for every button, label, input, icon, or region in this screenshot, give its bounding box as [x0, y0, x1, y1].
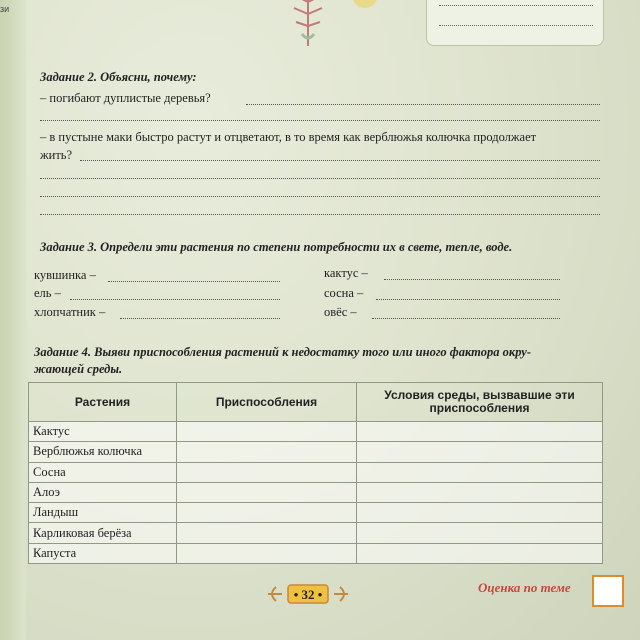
condition-cell[interactable]	[357, 503, 603, 523]
task2-question1: – погибают дуплистые деревья?	[40, 91, 211, 105]
answer-line	[439, 5, 593, 6]
plant-label: ель –	[34, 286, 61, 300]
leaf-ornament-icon	[288, 0, 328, 46]
column-header-conditions: Условия среды, вызвавшие эти приспособления	[357, 383, 603, 422]
plant-name-cell: Капуста	[29, 543, 177, 563]
condition-cell[interactable]	[357, 523, 603, 543]
plant-label: овёс –	[324, 305, 357, 319]
condition-cell[interactable]	[357, 482, 603, 502]
task3-heading: Задание 3. Определи эти растения по степени потребности их в свете, тепле, воде.	[40, 240, 513, 254]
column-header-adaptations: Приспособления	[177, 383, 357, 422]
adaptation-cell[interactable]	[177, 523, 357, 543]
topic-score-label: Оценка по теме	[478, 580, 571, 595]
left-decoration	[0, 0, 26, 640]
table-row	[29, 523, 603, 543]
task2-heading: Задание 2. Объясни, почему:	[40, 70, 197, 84]
adaptation-cell[interactable]	[177, 422, 357, 442]
plant-name-cell: Алоэ	[29, 482, 177, 502]
answer-line	[70, 299, 280, 300]
margin-fragment: зи	[0, 4, 10, 14]
adaptation-cell[interactable]	[177, 503, 357, 523]
plant-name-cell: Карликовая берёза	[29, 523, 177, 543]
answer-line	[372, 318, 560, 319]
answer-line	[376, 299, 560, 300]
answer-line	[108, 281, 280, 282]
plant-name-cell: Ландыш	[29, 503, 177, 523]
task4-heading: Задание 4. Выяви приспособления растений к недостатку того или иного фактора окру-	[34, 345, 531, 359]
adaptation-cell[interactable]	[177, 482, 357, 502]
adaptation-cell[interactable]	[177, 543, 357, 563]
column-header-plants: Растения	[29, 383, 177, 422]
answer-line	[40, 178, 600, 179]
table-row	[29, 482, 603, 502]
answer-line	[120, 318, 280, 319]
score-input-box[interactable]	[592, 575, 624, 607]
plant-name-cell: Сосна	[29, 462, 177, 482]
page-number-badge	[266, 583, 350, 605]
answer-line	[40, 196, 600, 197]
plant-label: сосна –	[324, 286, 364, 300]
condition-cell[interactable]	[357, 462, 603, 482]
task4-heading-cont: жающей среды.	[34, 362, 123, 376]
plant-label: хлопчатник –	[34, 305, 106, 319]
answer-line	[439, 25, 593, 26]
top-answer-box	[426, 0, 604, 46]
answer-line	[246, 104, 600, 105]
page-number: • 32 •	[293, 587, 323, 602]
condition-cell[interactable]	[357, 422, 603, 442]
yellow-decoration	[352, 0, 378, 8]
table-row	[29, 543, 603, 563]
table-row	[29, 422, 603, 442]
adaptations-table	[28, 382, 603, 564]
table-row	[29, 462, 603, 482]
adaptation-cell[interactable]	[177, 462, 357, 482]
answer-line	[40, 120, 600, 121]
task2-question2-cont: жить?	[40, 148, 73, 162]
condition-cell[interactable]	[357, 543, 603, 563]
plant-name-cell: Кактус	[29, 422, 177, 442]
task2-question2: – в пустыне маки быстро растут и отцветают, в то время как верблюжья колючка продолжает	[40, 130, 537, 144]
plant-label: кувшинка –	[34, 268, 96, 282]
table-header-row	[29, 383, 603, 422]
plant-label: кактус –	[324, 266, 368, 280]
answer-line	[384, 279, 560, 280]
adaptation-cell[interactable]	[177, 442, 357, 462]
answer-line	[80, 160, 600, 161]
answer-line	[40, 214, 600, 215]
plant-name-cell: Верблюжья колючка	[29, 442, 177, 462]
condition-cell[interactable]	[357, 442, 603, 462]
table-row	[29, 442, 603, 462]
table-row	[29, 503, 603, 523]
